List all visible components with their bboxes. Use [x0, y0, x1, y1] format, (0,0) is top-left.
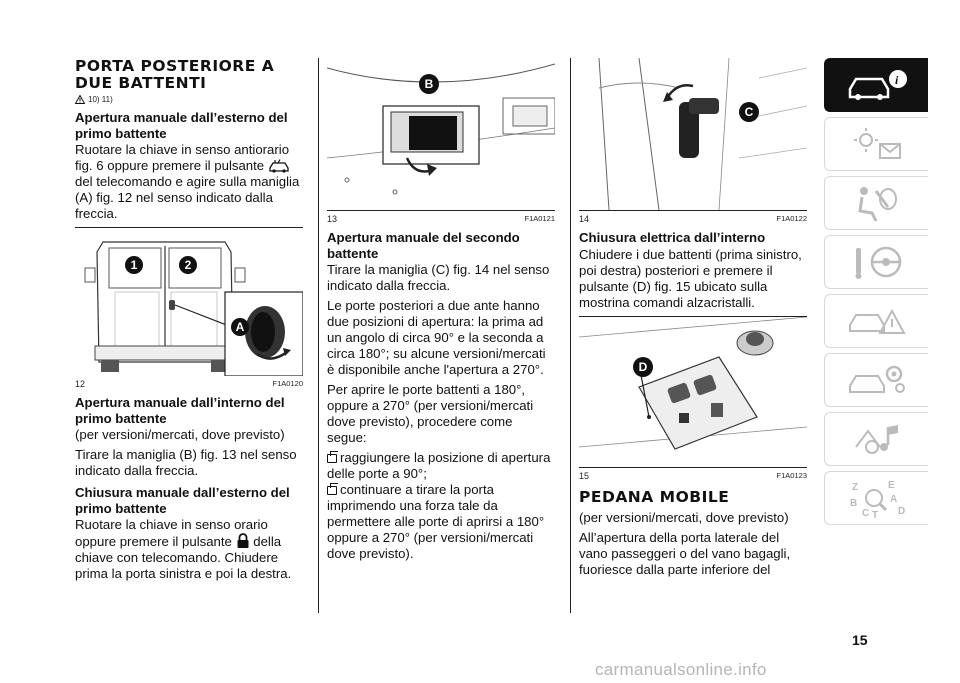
paragraph-text: del telecomando e agire sulla maniglia (A) fig. 12 nel senso indicato dalla freccia.: [75, 174, 300, 221]
column-3: [579, 58, 807, 582]
callout-1: 1: [125, 256, 143, 274]
bullet-box-icon: [327, 486, 337, 495]
tab-index[interactable]: [824, 471, 928, 525]
chapter-title: PEDANA MOBILE: [579, 487, 730, 506]
car-tools-gear-icon: [842, 358, 912, 402]
chapter-title-line1: PORTA POSTERIORE A: [75, 57, 275, 75]
figure-caption: [579, 471, 807, 481]
section-title: Apertura manuale dall’interno del primo battente: [75, 395, 285, 426]
figure-code: F1A0123: [776, 470, 807, 480]
tab-multimedia[interactable]: [824, 412, 928, 466]
list-item-text: raggiungere la posizione di apertura delle porte a 90°;: [327, 450, 551, 481]
airbag-seat-icon: [842, 181, 912, 225]
column-divider: [318, 58, 319, 613]
second-door-handle-illustration: [579, 58, 807, 210]
paragraph: [75, 517, 303, 582]
car-info-icon: [842, 63, 912, 107]
list-item: [327, 450, 555, 482]
media-music-icon: [842, 417, 912, 461]
inner-door-handle-illustration: [327, 58, 555, 210]
key-steering-icon: [842, 240, 912, 284]
figure-number: 12: [75, 379, 86, 389]
paragraph-text: della chiave con telecomando. Chiudere prima la porta sinistra e poi la destra.: [75, 534, 292, 581]
paragraph: Chiudere i due battenti (prima sinistro, poi destra) posteriori e premere il pulsante (D) fig. 15 ubicato sulla mostrina comandi alzacristalli.: [579, 246, 802, 310]
tab-emergency[interactable]: [824, 294, 928, 348]
svg-text:A: A: [889, 494, 897, 505]
paragraph: (per versioni/mercati, dove previsto): [579, 509, 789, 525]
side-chapter-tabs: [824, 58, 928, 530]
list-item-text: continuare a tirare la porta imprimendo una forza tale da permettere alle porte di aprirsi a 180° oppure a 270° (per versioni/mercati dove previsto).: [327, 482, 545, 561]
tab-starting-driving[interactable]: [824, 235, 928, 289]
warning-refs-text: 10) 11): [88, 95, 113, 104]
car-warning-triangle-icon: [842, 299, 912, 343]
figure-13: [327, 58, 555, 210]
callout-d: D: [633, 357, 653, 377]
padlock-icon: [236, 533, 250, 549]
figure-15: [579, 317, 807, 467]
figure-rule: [579, 467, 807, 468]
tab-car-info[interactable]: [824, 58, 928, 112]
paragraph: Le porte posteriori a due ante hanno due posizioni di apertura: la prima ad un angolo di circa 90° e la seconda a circa 180°; su alcune versioni/mercati è disponibile anche l'apertura a 270°.: [327, 298, 546, 377]
section-title: Chiusura manuale dall’esterno del primo battente: [75, 485, 290, 516]
figure-number: 13: [327, 214, 338, 224]
figure-rule: [327, 210, 555, 211]
figure-code: F1A0120: [272, 379, 303, 388]
figure-12: [75, 228, 303, 376]
page-number: 15: [852, 632, 868, 648]
van-rear-doors-illustration: [75, 228, 303, 376]
column-1: [75, 58, 303, 586]
figure-code: F1A0121: [524, 214, 555, 223]
svg-text:C: C: [861, 508, 869, 519]
svg-text:B: B: [849, 498, 857, 509]
section-title: Apertura manuale del secondo battente: [327, 230, 520, 261]
figure-14: [579, 58, 807, 210]
column-divider: [570, 58, 571, 613]
svg-text:D: D: [897, 506, 905, 517]
chapter-title: [75, 58, 303, 92]
paragraph: Tirare la maniglia (C) fig. 14 nel senso indicato dalla freccia.: [327, 262, 550, 293]
callout-c: C: [739, 102, 759, 122]
svg-text:Z: Z: [851, 482, 858, 493]
figure-caption: [75, 379, 303, 389]
list-item: [327, 482, 555, 562]
remote-open-door-icon: [268, 159, 290, 173]
chapter-title-line2: DUE BATTENTI: [75, 74, 207, 92]
callout-2: 2: [179, 256, 197, 274]
svg-text:T: T: [871, 510, 878, 520]
figure-number: 14: [579, 214, 590, 224]
svg-text:i: i: [894, 73, 898, 87]
paragraph: Tirare la maniglia (B) fig. 13 nel senso indicato dalla freccia.: [75, 447, 297, 478]
warning-references: [75, 95, 303, 104]
tab-safety[interactable]: [824, 176, 928, 230]
paragraph: Per aprire le porte battenti a 180°, oppure a 270° (per versioni/mercati dove previsto), procedere come segue:: [327, 382, 534, 445]
callout-a: A: [231, 318, 249, 336]
dashboard-warning-icon: [842, 122, 912, 166]
figure-caption: [327, 214, 555, 224]
paragraph-text: Ruotare la chiave in senso antiorario fig. 6 oppure premere il pulsante: [75, 142, 290, 173]
paragraph-text: Ruotare la chiave in senso orario oppure premere il pulsante: [75, 517, 268, 549]
alphabetical-index-icon: [842, 476, 912, 520]
window-control-panel-illustration: [579, 317, 807, 467]
figure-rule: [579, 210, 807, 211]
figure-number: 15: [579, 470, 590, 481]
figure-caption: [579, 214, 807, 224]
svg-text:E: E: [887, 480, 895, 491]
figure-code: F1A0122: [776, 214, 807, 223]
section-title: Chiusura elettrica dall’interno: [579, 230, 766, 245]
warning-triangle-icon: [75, 95, 85, 104]
callout-b: B: [419, 74, 439, 94]
column-2: [327, 58, 555, 562]
paragraph: [75, 142, 303, 222]
bullet-box-icon: [327, 454, 337, 463]
footer-watermark: carmanualsonline.info: [595, 660, 767, 679]
tab-dashboard-warnings[interactable]: [824, 117, 928, 171]
tab-maintenance[interactable]: [824, 353, 928, 407]
paragraph: All’apertura della porta laterale del vano passeggeri o del vano bagagli, fuoriesce dalla parte inferiore del: [579, 529, 791, 577]
section-title: Apertura manuale dall’esterno del primo battente: [75, 110, 288, 141]
paragraph: (per versioni/mercati, dove previsto): [75, 427, 285, 442]
